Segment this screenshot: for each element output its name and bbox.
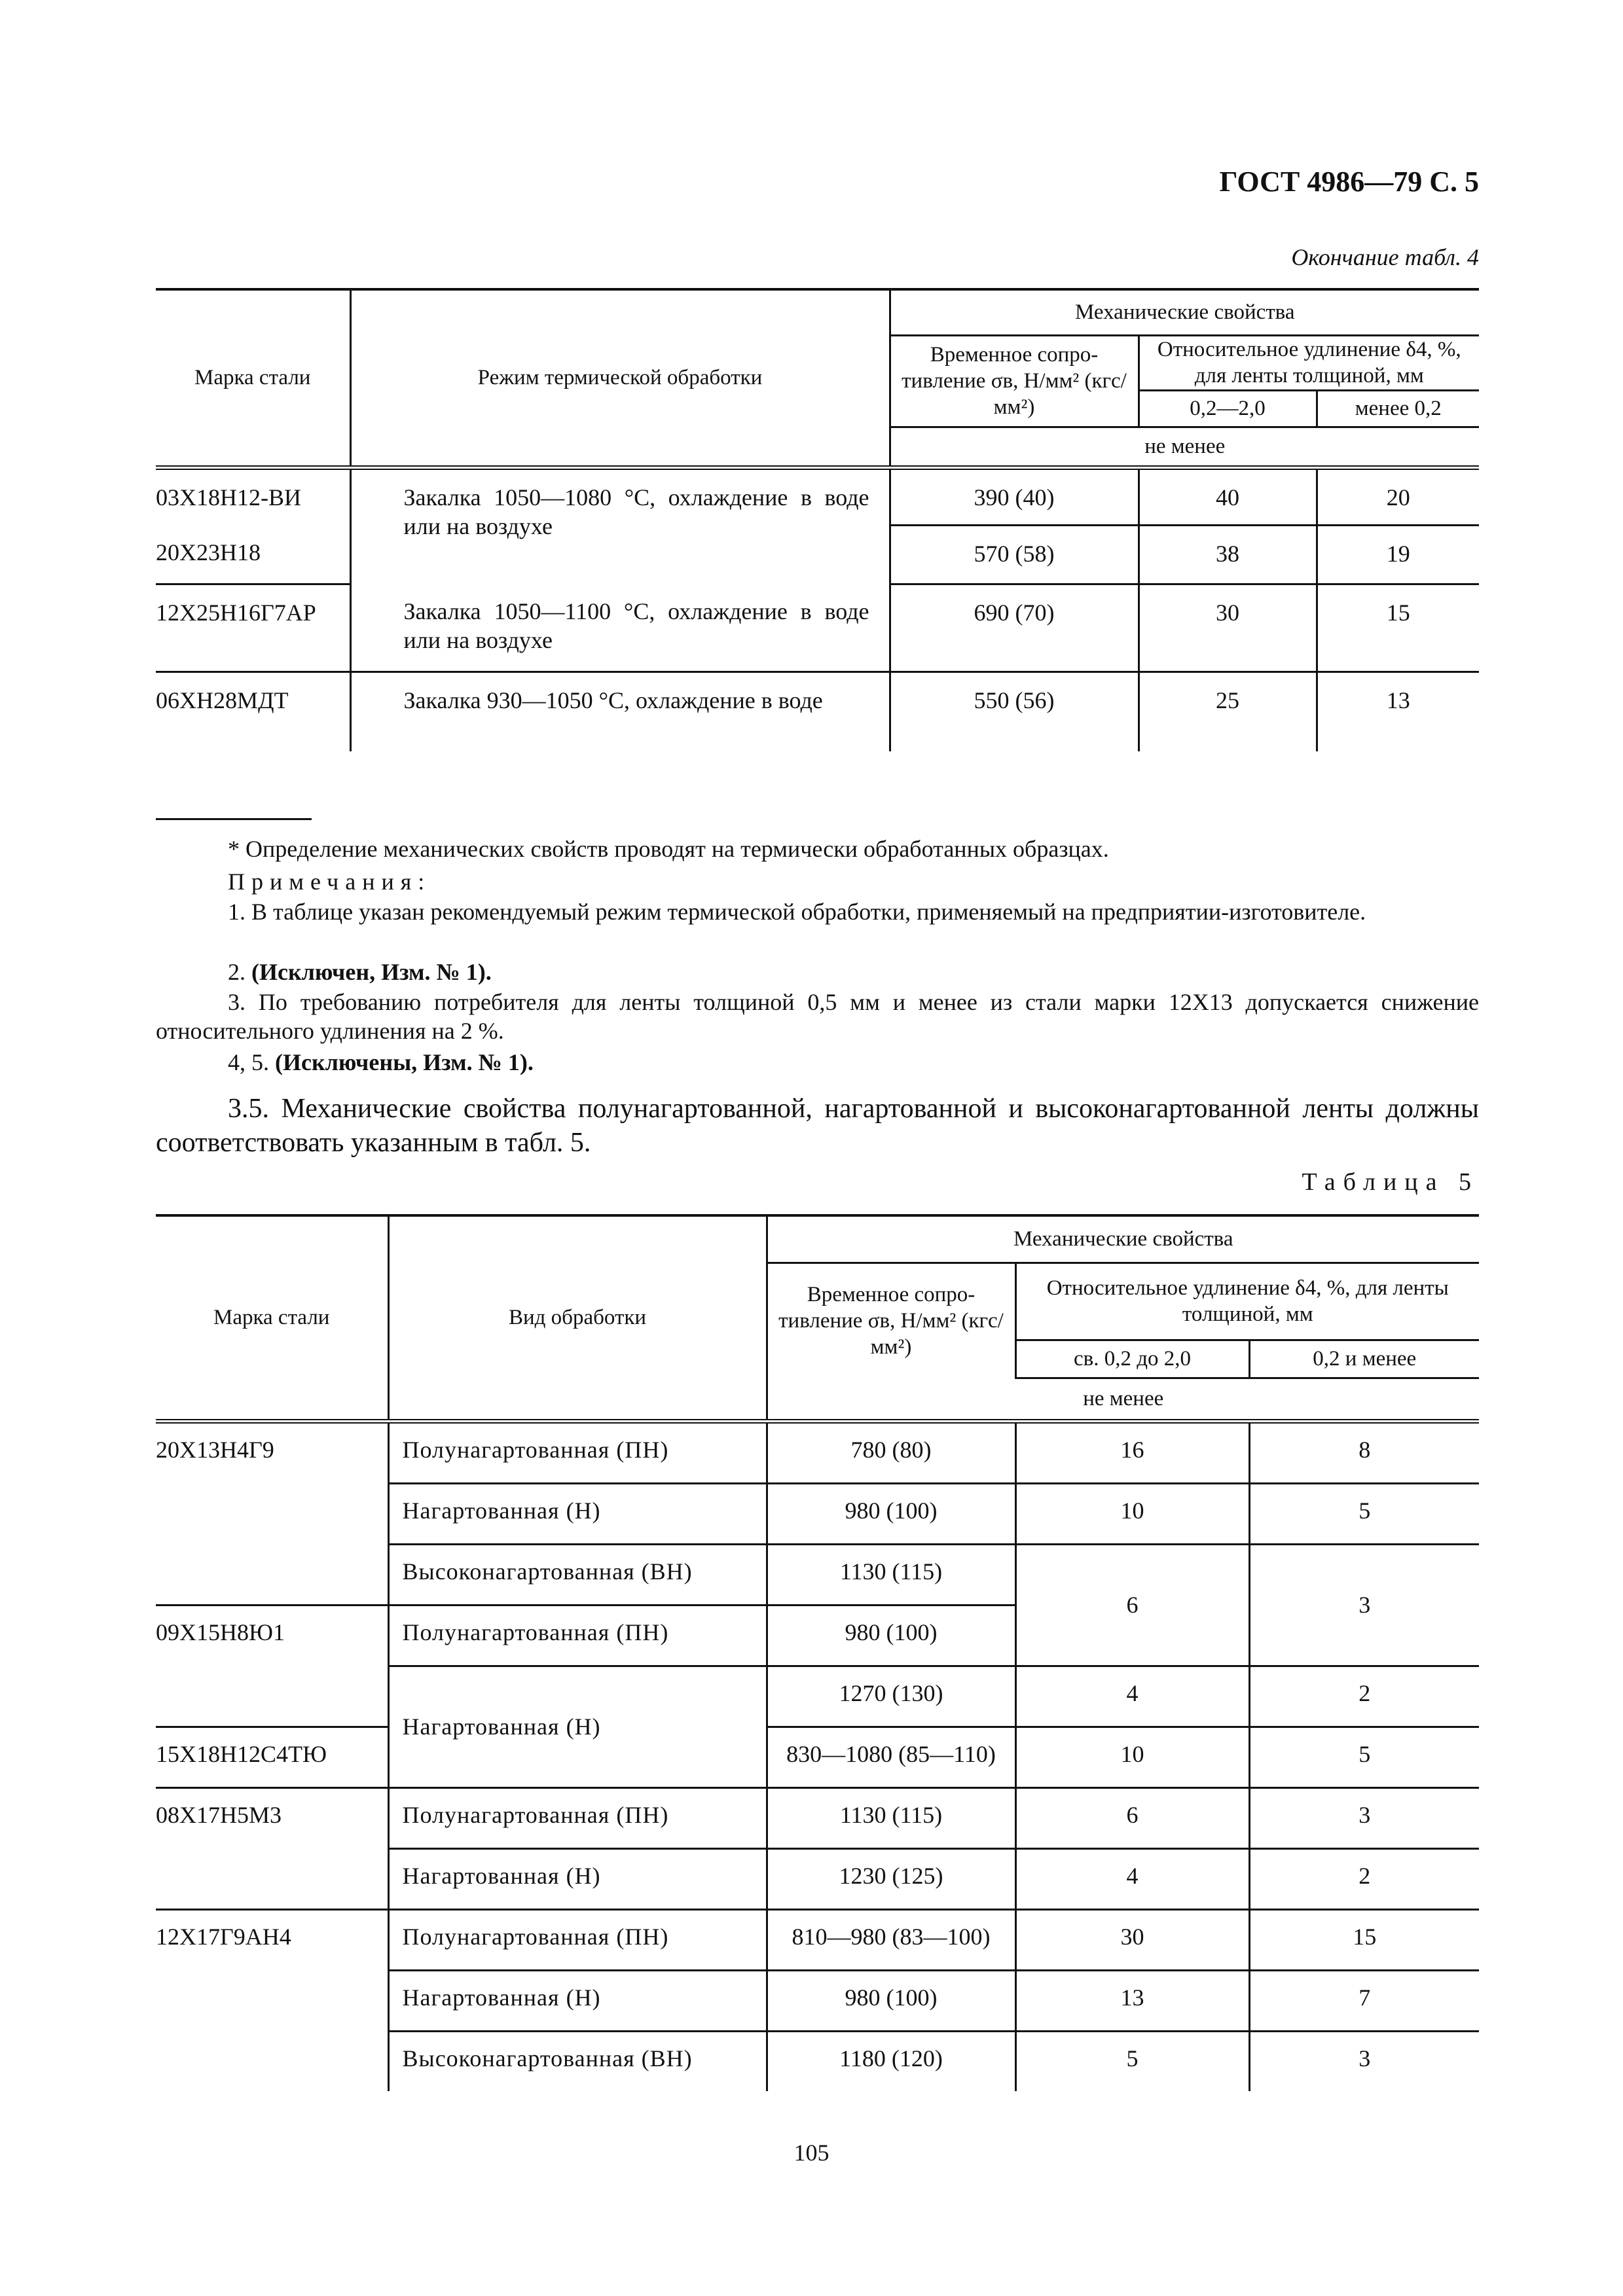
row-sigma: 1130 (115)	[767, 1787, 1015, 1848]
row-elong-a: 5	[1015, 2031, 1249, 2091]
row-sigma: 570 (58)	[890, 525, 1139, 584]
header-col-a: 0,2—2,0	[1139, 390, 1317, 427]
row-sigma: 1270 (130)	[767, 1666, 1015, 1727]
row-treatment: Закалка 1050—1100 °С, охлаждение в воде или на воздухе	[350, 584, 890, 672]
row-kind: Высоконагартованная (ВН)	[388, 1544, 767, 1605]
row-kind: Полунагартованная (ПН)	[388, 1421, 767, 1483]
row-kind: Нагартованная (Н)	[388, 1848, 767, 1909]
header-mark: Марка стали	[156, 289, 350, 467]
header-elong: Относительное удлинение δ4, %, для ленты толщиной, мм	[1015, 1263, 1479, 1340]
row-sigma: 1230 (125)	[767, 1848, 1015, 1909]
table-4	[156, 288, 1479, 751]
row-sigma: 1180 (120)	[767, 2031, 1015, 2091]
row-mark: 09Х15Н8Ю1	[156, 1619, 285, 1645]
row-elong-a: 30	[1015, 1909, 1249, 1970]
row-kind: Нагартованная (Н)	[388, 1483, 767, 1544]
footnote: * Определение механических свойств проводят на термически обработанных образцах.	[228, 836, 1109, 862]
row-kind: Нагартованная (Н)	[388, 1666, 767, 1787]
row-elong-b: 5	[1249, 1727, 1479, 1787]
header-col-a: св. 0,2 до 2,0	[1015, 1340, 1249, 1378]
row-sigma: 550 (56)	[890, 672, 1139, 751]
row-sigma: 1130 (115)	[767, 1544, 1015, 1605]
row-mark: 03Х18Н12-ВИ	[156, 484, 301, 511]
row-elong-b: 3	[1249, 2031, 1479, 2091]
row-elong-b: 5	[1249, 1483, 1479, 1544]
table-5	[156, 1214, 1479, 2091]
row-elong-b: 15	[1249, 1909, 1479, 1970]
row-kind: Полунагартованная (ПН)	[388, 1787, 767, 1848]
row-elong-b: 2	[1249, 1666, 1479, 1727]
row-sigma: 980 (100)	[767, 1605, 1015, 1666]
footnote-rule	[156, 818, 312, 820]
row-elong-a: 13	[1015, 1970, 1249, 2031]
row-elong-b: 2	[1249, 1848, 1479, 1909]
row-kind: Высоконагартованная (ВН)	[388, 2031, 767, 2091]
row-elong-a: 38	[1139, 525, 1317, 584]
header-strength: Временное сопро-тивление σв, Н/мм² (кгс/мм²)	[890, 335, 1139, 427]
notes-title: Примечания:	[228, 869, 431, 895]
row-elong-b: 7	[1249, 1970, 1479, 2031]
row-treatment: Закалка 1050—1080 °С, охлаждение в воде или на воздухе	[350, 467, 890, 584]
row-kind: Нагартованная (Н)	[388, 1970, 767, 2031]
page-number: 105	[793, 2140, 830, 2166]
row-sigma: 830—1080 (85—110)	[767, 1727, 1015, 1787]
row-elong-a: 4	[1015, 1848, 1249, 1909]
row-elong-a: 10	[1015, 1727, 1249, 1787]
row-sigma: 690 (70)	[890, 584, 1139, 672]
header-elong: Относительное удлинение δ4, %, для ленты толщиной, мм	[1139, 335, 1479, 390]
header-kind: Вид обработки	[388, 1215, 767, 1421]
row-sigma: 780 (80)	[767, 1421, 1015, 1483]
row-elong-a: 25	[1139, 672, 1317, 751]
row-mark: 08Х17Н5М3	[156, 1787, 388, 1909]
header-mech: Механические свойства	[890, 289, 1479, 335]
row-elong-b: 3	[1249, 1544, 1479, 1666]
row-elong-b: 8	[1249, 1421, 1479, 1483]
row-elong-a: 16	[1015, 1421, 1249, 1483]
row-kind: Полунагартованная (ПН)	[388, 1909, 767, 1970]
row-sigma: 810—980 (83—100)	[767, 1909, 1015, 1970]
row-mark: 12Х25Н16Г7АР	[156, 584, 350, 672]
row-kind: Полунагартованная (ПН)	[388, 1605, 767, 1666]
row-elong-a: 6	[1015, 1544, 1249, 1666]
header-mark: Марка стали	[156, 1215, 388, 1421]
note-2: 2. (Исключен, Изм. № 1).	[228, 959, 492, 985]
document-header: ГОСТ 4986—79 С. 5	[1219, 166, 1479, 198]
note-4-5: 4, 5. (Исключены, Изм. № 1).	[228, 1049, 534, 1075]
paragraph-3-5: 3.5. Механические свойства полунагартованной, нагартованной и высоконагартованной ленты должны соответствовать указанным в табл. 5.	[156, 1094, 1479, 1158]
row-sigma: 390 (40)	[890, 467, 1139, 525]
row-elong-a: 4	[1015, 1666, 1249, 1727]
row-mark: 12Х17Г9АН4	[156, 1923, 291, 1950]
table5-caption: Таблица 5	[1302, 1168, 1479, 1196]
row-mark: 20Х13Н4Г9	[156, 1421, 388, 1605]
row-elong-a: 40	[1139, 467, 1317, 525]
note-3: 3. По требованию потребителя для ленты толщиной 0,5 мм и менее из стали марки 12Х13 допускается снижение относительного удлинения на 2 %.	[156, 989, 1479, 1044]
row-elong-a: 6	[1015, 1787, 1249, 1848]
header-strength: Временное сопро-тивление σв, Н/мм² (кгс/мм²)	[767, 1263, 1015, 1378]
row-elong-b: 20	[1317, 467, 1479, 525]
row-treatment: Закалка 930—1050 °С, охлаждение в воде	[350, 672, 890, 751]
header-col-b: менее 0,2	[1317, 390, 1479, 427]
row-elong-a: 10	[1015, 1483, 1249, 1544]
row-mark: 06ХН28МДТ	[156, 687, 289, 713]
row-sigma: 980 (100)	[767, 1483, 1015, 1544]
row-sigma: 980 (100)	[767, 1970, 1015, 2031]
header-regime: Режим термической обработки	[350, 289, 890, 467]
header-min: не менее	[767, 1378, 1479, 1421]
header-min: не менее	[890, 427, 1479, 467]
row-elong-b: 13	[1317, 672, 1479, 751]
row-elong-b: 3	[1249, 1787, 1479, 1848]
row-elong-b: 19	[1317, 525, 1479, 584]
row-mark: 20Х23Н18	[156, 525, 350, 584]
row-elong-b: 15	[1317, 584, 1479, 672]
note-1: 1. В таблице указан рекомендуемый режим термической обработки, применяемый на предприятии-изготовителе.	[228, 899, 1366, 925]
table4-caption: Окончание табл. 4	[1291, 244, 1479, 270]
header-mech: Механические свойства	[767, 1215, 1479, 1263]
row-elong-a: 30	[1139, 584, 1317, 672]
header-col-b: 0,2 и менее	[1249, 1340, 1479, 1378]
row-mark: 15Х18Н12С4ТЮ	[156, 1727, 388, 1787]
